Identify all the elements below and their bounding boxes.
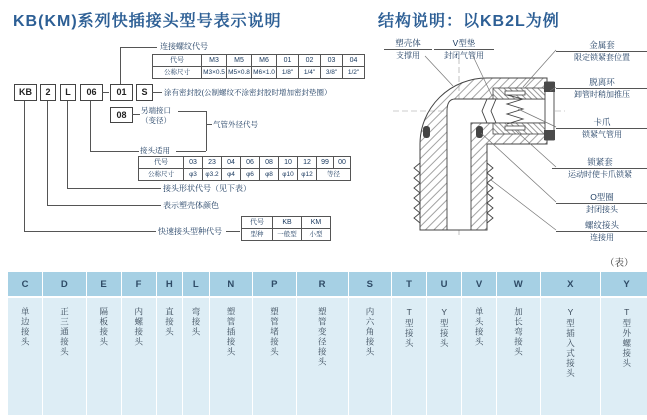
shape-table-column <box>541 272 601 415</box>
shape-name-text: 塑管插接头 <box>226 307 236 357</box>
shape-code-header: Y <box>601 272 647 298</box>
shape-table-column <box>157 272 183 415</box>
mini-table-cell: M6×1.0 <box>252 67 277 79</box>
leader-line <box>67 101 68 188</box>
type-code-label: 快速接头型种代号 <box>158 227 222 236</box>
shape-table-column <box>253 272 296 415</box>
thread-code-table <box>152 54 365 79</box>
shape-name-text: 塑管变径接头 <box>317 307 328 367</box>
shape-code-header: V <box>462 272 496 298</box>
sealant-note: 涂有密封胶(公制螺纹不涂密封胶时增加密封垫圈） <box>164 88 332 97</box>
shape-code-header: H <box>157 272 183 298</box>
mini-table-cell: M3 <box>202 55 227 67</box>
shape-code-header: N <box>210 272 253 298</box>
shape-name-cell <box>392 298 426 415</box>
mini-table-cell: 08 <box>260 157 279 169</box>
part-name: 卡爪 <box>556 117 647 129</box>
mini-table <box>152 54 365 79</box>
mini-table-cell: φ3.2 <box>203 169 222 181</box>
part-description: 卸管时稍加推压 <box>574 90 630 99</box>
mini-table-row <box>153 55 365 67</box>
leader-line <box>24 231 156 232</box>
leader-line <box>132 114 140 115</box>
leader-line <box>152 92 162 93</box>
leader-line <box>120 47 121 84</box>
mini-table-cell: M6 <box>252 55 277 67</box>
shape-name-cell <box>8 298 42 415</box>
part-name: 螺纹接头 <box>556 220 647 232</box>
shape-name-cell <box>43 298 86 415</box>
part-description: 封闭气管用 <box>444 51 484 60</box>
shape-table-column <box>8 272 42 415</box>
shape-code-header: E <box>87 272 121 298</box>
part-label <box>556 192 647 215</box>
leader-line <box>176 151 206 152</box>
part-description: 限定锁紧套位置 <box>574 53 630 62</box>
leader-line <box>120 47 157 48</box>
shape-code-header: U <box>427 272 461 298</box>
leader-line <box>90 151 139 152</box>
part-description: 支撑用 <box>396 51 420 60</box>
shape-table-column <box>210 272 253 415</box>
shape-code-header: S <box>349 272 392 298</box>
mini-table-cell: φ12 <box>298 169 317 181</box>
mini-table <box>138 156 351 181</box>
mini-table-cell: 一般型 <box>273 229 302 241</box>
mini-table-cell: 型种 <box>242 229 273 241</box>
shape-code-header: D <box>43 272 86 298</box>
shape-code-header: R <box>297 272 348 298</box>
mini-table-cell: 等径 <box>317 169 351 181</box>
mini-table-cell: 23 <box>203 157 222 169</box>
shell-color-label: 表示塑壳体颜色 <box>163 201 219 210</box>
model-code-box: 2 <box>40 84 56 101</box>
mini-table-row <box>242 229 331 241</box>
shape-name-text: 隔板接头 <box>98 307 109 347</box>
mini-table-cell: 代号 <box>139 157 184 169</box>
mini-table-cell: 小型 <box>302 229 331 241</box>
shape-table-column <box>87 272 121 415</box>
mini-table-cell: 公称尺寸 <box>153 67 202 79</box>
leader-line <box>47 205 161 206</box>
model-code-box: S <box>136 84 153 101</box>
mini-table-cell: 03 <box>184 157 203 169</box>
mini-table-cell: M5×0.8 <box>227 67 252 79</box>
leader-line <box>206 111 207 151</box>
shape-name-cell <box>157 298 183 415</box>
part-description: 运动时使卡爪锁紧 <box>568 170 632 179</box>
part-name: V型垫 <box>434 38 494 50</box>
shape-name-cell <box>601 298 647 415</box>
alt-port-box: 08 <box>110 107 133 123</box>
part-label <box>556 77 647 100</box>
mini-table-cell: 04 <box>222 157 241 169</box>
mini-table-row <box>242 217 331 229</box>
part-name: O型圈 <box>556 192 647 204</box>
shape-table-column <box>122 272 156 415</box>
mini-table-cell: 99 <box>317 157 334 169</box>
shape-table-column <box>462 272 496 415</box>
mini-table-cell: KB <box>273 217 302 229</box>
mini-table-cell: M5 <box>227 55 252 67</box>
type-code-table <box>241 216 331 241</box>
shape-name-text: 直接头 <box>164 307 175 337</box>
part-label <box>384 38 432 61</box>
model-code-box: KB <box>14 84 37 101</box>
part-name: 金属套 <box>556 40 647 52</box>
mini-table-cell: 00 <box>334 157 351 169</box>
table-ref-note: （表） <box>605 258 634 269</box>
applicable-label: 接头适用 <box>140 146 170 155</box>
part-description: 锁紧气管用 <box>582 130 622 139</box>
mini-table-cell: φ10 <box>279 169 298 181</box>
thread-profile-right <box>487 163 493 223</box>
claw-top <box>505 91 525 95</box>
shape-table-column <box>183 272 209 415</box>
shape-name-text: 塑管堵接头 <box>269 307 280 357</box>
leader-line <box>24 101 25 231</box>
mini-table-cell: 12 <box>298 157 317 169</box>
shape-code-header: F <box>122 272 156 298</box>
part-label <box>556 117 647 140</box>
mini-table-cell: 1/2" <box>343 67 365 79</box>
mini-table-row <box>153 67 365 79</box>
shape-name-text: 内螺接头 <box>133 307 144 347</box>
release-ring-flange-bottom <box>544 130 555 140</box>
part-label <box>434 38 494 61</box>
part-name: 锁紧套 <box>552 157 647 169</box>
part-description: 封闭接头 <box>586 205 618 214</box>
shape-code-header: L <box>183 272 209 298</box>
shape-name-text: Y型接头 <box>439 307 450 349</box>
part-description: 连接用 <box>590 233 614 242</box>
leader-line <box>90 101 91 151</box>
thread-profile-left <box>414 163 420 223</box>
shape-code-table <box>8 272 641 415</box>
mini-table-cell: 06 <box>241 157 260 169</box>
shape-name-cell <box>210 298 253 415</box>
shape-name-cell <box>297 298 348 415</box>
right-title: 结构说明：以KB2L为例 <box>378 13 560 30</box>
part-name: 脱离环 <box>556 77 647 89</box>
part-label <box>552 157 647 180</box>
shape-code-header: W <box>497 272 540 298</box>
shape-name-cell <box>497 298 540 415</box>
mini-table-cell: 3/8" <box>321 67 343 79</box>
tube-od-table <box>138 156 351 181</box>
shape-table-column <box>349 272 392 415</box>
part-name: 塑壳体 <box>384 38 432 50</box>
model-code-box: 06 <box>80 84 103 101</box>
shape-name-text: Y型插入式接头 <box>565 307 576 379</box>
shape-name-text: T型外螺接头 <box>621 307 632 369</box>
mini-table-cell: M3×0.5 <box>202 67 227 79</box>
leader-line <box>206 124 212 125</box>
o-ring-right <box>476 126 483 138</box>
mini-table-cell: KM <box>302 217 331 229</box>
shape-name-cell <box>462 298 496 415</box>
shape-code-label: 接头形状代号（见下表） <box>163 184 251 193</box>
other-end-label-2: （变径） <box>141 116 171 125</box>
o-ring-left <box>423 126 430 138</box>
shape-name-text: 单头接头 <box>474 307 485 347</box>
leader-line <box>47 101 48 205</box>
shape-code-header: C <box>8 272 42 298</box>
shape-table-column <box>43 272 86 415</box>
mini-table-cell: φ3 <box>184 169 203 181</box>
mini-table-cell: 01 <box>277 55 299 67</box>
shape-code-header: X <box>541 272 601 298</box>
shape-code-header: P <box>253 272 296 298</box>
release-ring-flange-top <box>544 82 555 92</box>
claw-bottom <box>505 126 525 130</box>
shape-name-text: 加长弯接头 <box>513 307 524 357</box>
shape-table-column <box>297 272 348 415</box>
shape-name-cell <box>253 298 296 415</box>
shape-name-cell <box>427 298 461 415</box>
shape-name-text: 正三通接头 <box>59 307 70 357</box>
mini-table-cell: 03 <box>321 55 343 67</box>
mini-table-cell: 02 <box>299 55 321 67</box>
shape-name-text: T型接头 <box>404 307 415 349</box>
model-code-box: 01 <box>110 84 133 101</box>
mini-table-cell: φ8 <box>260 169 279 181</box>
mini-table-cell: 代号 <box>242 217 273 229</box>
left-title: KB(KM)系列快插接头型号表示说明 <box>13 13 282 30</box>
shape-table-column <box>497 272 540 415</box>
mini-table-cell: φ6 <box>241 169 260 181</box>
shape-table-column <box>392 272 426 415</box>
thread-code-label: 连接螺纹代号 <box>160 42 208 51</box>
mini-table-cell: 1/4" <box>299 67 321 79</box>
mini-table-cell: φ4 <box>222 169 241 181</box>
shape-name-text: 弯接头 <box>191 307 201 337</box>
leader-line <box>226 231 240 232</box>
model-code-box: L <box>60 84 76 101</box>
leader-line <box>67 188 161 189</box>
mini-table <box>241 216 331 241</box>
bore <box>447 99 547 230</box>
shape-code-header: T <box>392 272 426 298</box>
part-label <box>556 220 647 243</box>
other-end-label-1: 另端接口 <box>141 106 171 115</box>
mini-table-cell: 代号 <box>153 55 202 67</box>
shape-name-cell <box>183 298 209 415</box>
shape-name-cell <box>87 298 121 415</box>
shape-name-cell <box>349 298 392 415</box>
mini-table-row <box>139 157 351 169</box>
shape-name-cell <box>541 298 601 415</box>
shape-name-text: 单边接头 <box>20 307 31 347</box>
mini-table-cell: 1/8" <box>277 67 299 79</box>
shape-table-column <box>601 272 647 415</box>
connector-dash <box>102 92 109 93</box>
shape-table-column <box>427 272 461 415</box>
tube-od-label: 气管外径代号 <box>213 120 258 129</box>
part-label <box>556 40 647 63</box>
mini-table-cell: 10 <box>279 157 298 169</box>
shape-name-text: 内六角接头 <box>365 307 375 357</box>
mini-table-cell: 公称尺寸 <box>139 169 184 181</box>
mini-table-cell: 04 <box>343 55 365 67</box>
mini-table-row <box>139 169 351 181</box>
shape-name-cell <box>122 298 156 415</box>
leader-line <box>178 111 206 112</box>
